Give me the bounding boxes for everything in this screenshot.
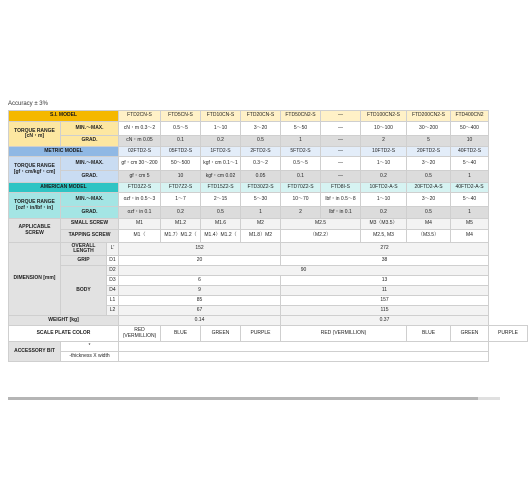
small-screw-cell: M4 xyxy=(407,219,451,230)
metric-minmax-cell: kgf・cm 0.1～1 xyxy=(201,157,241,171)
si-model-cell: FTD400CN2 xyxy=(451,111,489,122)
american-minmax-label: MIN.～MAX. xyxy=(61,193,119,207)
color-cell: PURPLE xyxy=(489,326,528,342)
color-cell: PURPLE xyxy=(241,326,281,342)
metric-grad-cell: 1 xyxy=(451,171,489,183)
metric-grad-label: GRAD. xyxy=(61,171,119,183)
si-model-row xyxy=(9,111,528,122)
color-cell: BLUE xyxy=(407,326,451,342)
si-model-label: S.I. MODEL xyxy=(9,111,119,122)
bit-label: ACCESSORY BIT xyxy=(9,342,61,362)
metric-grad-cell: 0.1 xyxy=(281,171,321,183)
d3-cell: 6 xyxy=(119,276,281,286)
si-minmax-cell: — xyxy=(321,122,361,136)
american-minmax-cell: 1～7 xyxy=(161,193,201,207)
d4-cell: 11 xyxy=(281,286,489,296)
metric-model-cell: 5FTD2-S xyxy=(281,147,321,157)
american-grad-cell: 1 xyxy=(241,207,281,219)
american-model-cell: FTD7Z2-S xyxy=(161,183,201,193)
color-label: SCALE PLATE COLOR xyxy=(9,326,119,342)
metric-model-cell: 20FTD2-S xyxy=(407,147,451,157)
body-label: BODY xyxy=(61,266,107,316)
si-minmax-label: MIN.～MAX. xyxy=(61,122,119,136)
color-cell: BLUE xyxy=(161,326,201,342)
american-model-label: AMERICAN MODEL xyxy=(9,183,119,193)
l1-code: L1 xyxy=(107,296,119,306)
si-model-cell: FTD20CN-S xyxy=(241,111,281,122)
american-model-row xyxy=(9,183,528,193)
si-grad-cell: 2 xyxy=(361,136,407,147)
american-model-cell: FTD8I-S xyxy=(321,183,361,193)
small-screw-cell: M2 xyxy=(241,219,281,230)
metric-grad-cell: — xyxy=(321,171,361,183)
small-screw-label: SMALL SCREW xyxy=(61,219,119,230)
grip-label: GRIP xyxy=(61,256,107,266)
metric-grad-cell: 0.5 xyxy=(407,171,451,183)
l1-cell: 157 xyxy=(281,296,489,306)
dimension-label: DIMENSION [mm] xyxy=(9,243,61,316)
tapping-screw-label: TAPPING SCREW xyxy=(61,230,119,243)
metric-minmax-cell: gf・cm 30～200 xyxy=(119,157,161,171)
tapping-screw-cell: M1.8）M2 xyxy=(241,230,281,243)
tapping-screw-cell: M1.4）M1.2（ xyxy=(201,230,241,243)
si-grad-cell: 0.5 xyxy=(241,136,281,147)
l2-cell: 115 xyxy=(281,306,489,316)
metric-grad-cell: kgf・cm 0.02 xyxy=(201,171,241,183)
si-minmax-cell: 5～50 xyxy=(281,122,321,136)
metric-model-cell: 10FTD2-S xyxy=(361,147,407,157)
d2-code: D2 xyxy=(107,266,119,276)
overall-length-code: L' xyxy=(107,243,119,256)
bit-thickness: -thickness X width xyxy=(61,352,119,362)
si-grad-cell: 0.2 xyxy=(201,136,241,147)
weight-cell: 0.14 xyxy=(119,316,281,326)
american-minmax-cell: 10～70 xyxy=(281,193,321,207)
color-cell: GREEN xyxy=(451,326,489,342)
overall-length-label: OVERALL LENGTH xyxy=(61,243,107,256)
metric-model-row xyxy=(9,147,528,157)
small-screw-cell: M1.6 xyxy=(201,219,241,230)
metric-grad-cell: 10 xyxy=(161,171,201,183)
si-model-cell: FTD200CN2-S xyxy=(407,111,451,122)
si-model-cell: FTD50CN2-S xyxy=(281,111,321,122)
si-model-cell: FTD5CN-S xyxy=(161,111,201,122)
american-model-cell: FTD3Z2-S xyxy=(119,183,161,193)
american-grad-cell: 0.2 xyxy=(361,207,407,219)
si-model-cell: — xyxy=(321,111,361,122)
american-model-cell: FTD70Z2-S xyxy=(281,183,321,193)
american-minmax-cell: 3～20 xyxy=(407,193,451,207)
si-grad-cell: 10 xyxy=(451,136,489,147)
d4-code: D4 xyxy=(107,286,119,296)
spec-table xyxy=(8,110,528,362)
si-minmax-cell: 0.5～5 xyxy=(161,122,201,136)
american-model-cell: 40FTD2-A-S xyxy=(451,183,489,193)
american-model-cell: 20FTD2-A-S xyxy=(407,183,451,193)
metric-grad-cell: gf・cm 5 xyxy=(119,171,161,183)
grip-code: D1 xyxy=(107,256,119,266)
si-grad-cell: — xyxy=(321,136,361,147)
metric-model-cell: 2FTD2-S xyxy=(241,147,281,157)
si-minmax-cell: 10～100 xyxy=(361,122,407,136)
si-grad-cell: 1 xyxy=(281,136,321,147)
metric-minmax-cell: 0.5～5 xyxy=(281,157,321,171)
american-grad-cell: 0.5 xyxy=(201,207,241,219)
metric-model-cell: 05FTD2-S xyxy=(161,147,201,157)
metric-minmax-label: MIN.～MAX. xyxy=(61,157,119,171)
screw-label: APPLICABLE SCREW xyxy=(9,219,61,243)
si-minmax-cell: 30～200 xyxy=(407,122,451,136)
l2-cell: 67 xyxy=(119,306,281,316)
small-screw-cell: M2.5 xyxy=(281,219,361,230)
color-cell: GREEN xyxy=(201,326,241,342)
spec-sheet xyxy=(8,100,518,400)
american-minmax-cell: 5～30 xyxy=(241,193,281,207)
metric-model-cell: 1FTD2-S xyxy=(201,147,241,157)
small-screw-cell: M1.2 xyxy=(161,219,201,230)
color-cell: RED (VERMILLION) xyxy=(119,326,161,342)
d2-cell: 90 xyxy=(119,266,489,276)
american-grad-cell: 1 xyxy=(451,207,489,219)
american-minmax-cell: 5～40 xyxy=(451,193,489,207)
d3-code: D3 xyxy=(107,276,119,286)
american-minmax-cell: ozf・in 0.5～3 xyxy=(119,193,161,207)
small-screw-cell: M3（M3.5） xyxy=(361,219,407,230)
metric-model-cell: 02FTD2-S xyxy=(119,147,161,157)
si-torque-label: TORQUE RANGE [cN・m] xyxy=(9,122,61,147)
d4-cell: 9 xyxy=(119,286,281,296)
bit-empty xyxy=(119,352,489,362)
color-cell: RED (VERMILLION) xyxy=(281,326,407,342)
tapping-screw-cell: （M3.5） xyxy=(407,230,451,243)
tapping-screw-cell: M2.5, M3 xyxy=(361,230,407,243)
metric-grad-cell: 0.2 xyxy=(361,171,407,183)
metric-minmax-cell: 1～10 xyxy=(361,157,407,171)
si-minmax-cell: cN・m 0.3～2 xyxy=(119,122,161,136)
metric-torque-label: TORQUE RANGE [gf・cm/kgf・cm] xyxy=(9,157,61,183)
scrollbar-thumb[interactable] xyxy=(8,397,478,400)
american-grad-cell: 2 xyxy=(281,207,321,219)
american-model-cell: 10FTD2-A-S xyxy=(361,183,407,193)
american-grad-label: GRAD. xyxy=(61,207,119,219)
american-torque-label: TORQUE RANGE [ozf・in/lbf・in] xyxy=(9,193,61,219)
metric-minmax-cell: — xyxy=(321,157,361,171)
si-model-cell: FTD100CN2-S xyxy=(361,111,407,122)
bit-empty xyxy=(119,342,489,352)
l1-cell: 85 xyxy=(119,296,281,306)
si-model-cell: FTD10CN-S xyxy=(201,111,241,122)
tapping-screw-cell: （M2.2） xyxy=(281,230,361,243)
metric-model-label: METRIC MODEL xyxy=(9,147,119,157)
l2-code: L2 xyxy=(107,306,119,316)
bit-star: * xyxy=(61,342,119,352)
weight-cell: 0.37 xyxy=(281,316,489,326)
american-minmax-cell: 2～15 xyxy=(201,193,241,207)
metric-grad-cell: 0.05 xyxy=(241,171,281,183)
metric-minmax-cell: 5～40 xyxy=(451,157,489,171)
metric-model-cell: 40FTD2-S xyxy=(451,147,489,157)
grip-cell: 20 xyxy=(119,256,281,266)
si-minmax-cell: 1～10 xyxy=(201,122,241,136)
si-minmax-cell: 50～400 xyxy=(451,122,489,136)
small-screw-cell: M1 xyxy=(119,219,161,230)
overall-length-cell: 152 xyxy=(119,243,281,256)
american-minmax-cell: 1～10 xyxy=(361,193,407,207)
accuracy-note: Accuracy ± 3% xyxy=(8,101,48,107)
american-grad-cell: 0.2 xyxy=(161,207,201,219)
small-screw-cell: M5 xyxy=(451,219,489,230)
si-grad-label: GRAD. xyxy=(61,136,119,147)
overall-length-cell: 272 xyxy=(281,243,489,256)
grip-cell: 38 xyxy=(281,256,489,266)
si-grad-cell: cN・m 0.05 xyxy=(119,136,161,147)
american-grad-cell: lbf・in 0.1 xyxy=(321,207,361,219)
si-grad-cell: 0.1 xyxy=(161,136,201,147)
american-model-cell: FTD30Z2-S xyxy=(241,183,281,193)
american-grad-cell: ozf・in 0.1 xyxy=(119,207,161,219)
metric-model-cell: — xyxy=(321,147,361,157)
american-model-cell: FTD15Z2-S xyxy=(201,183,241,193)
tapping-screw-cell: M4 xyxy=(451,230,489,243)
metric-minmax-cell: 0.3～2 xyxy=(241,157,281,171)
tapping-screw-cell: M1（ xyxy=(119,230,161,243)
weight-label: WEIGHT [kg] xyxy=(9,316,119,326)
si-minmax-cell: 3～20 xyxy=(241,122,281,136)
metric-minmax-cell: 3～20 xyxy=(407,157,451,171)
si-grad-cell: 5 xyxy=(407,136,451,147)
tapping-screw-cell: M1.7）M1.2（ xyxy=(161,230,201,243)
d3-cell: 13 xyxy=(281,276,489,286)
american-grad-cell: 0.5 xyxy=(407,207,451,219)
si-model-cell: FTD2CN-S xyxy=(119,111,161,122)
metric-minmax-cell: 50～500 xyxy=(161,157,201,171)
american-minmax-cell: lbf・in 0.5～8 xyxy=(321,193,361,207)
